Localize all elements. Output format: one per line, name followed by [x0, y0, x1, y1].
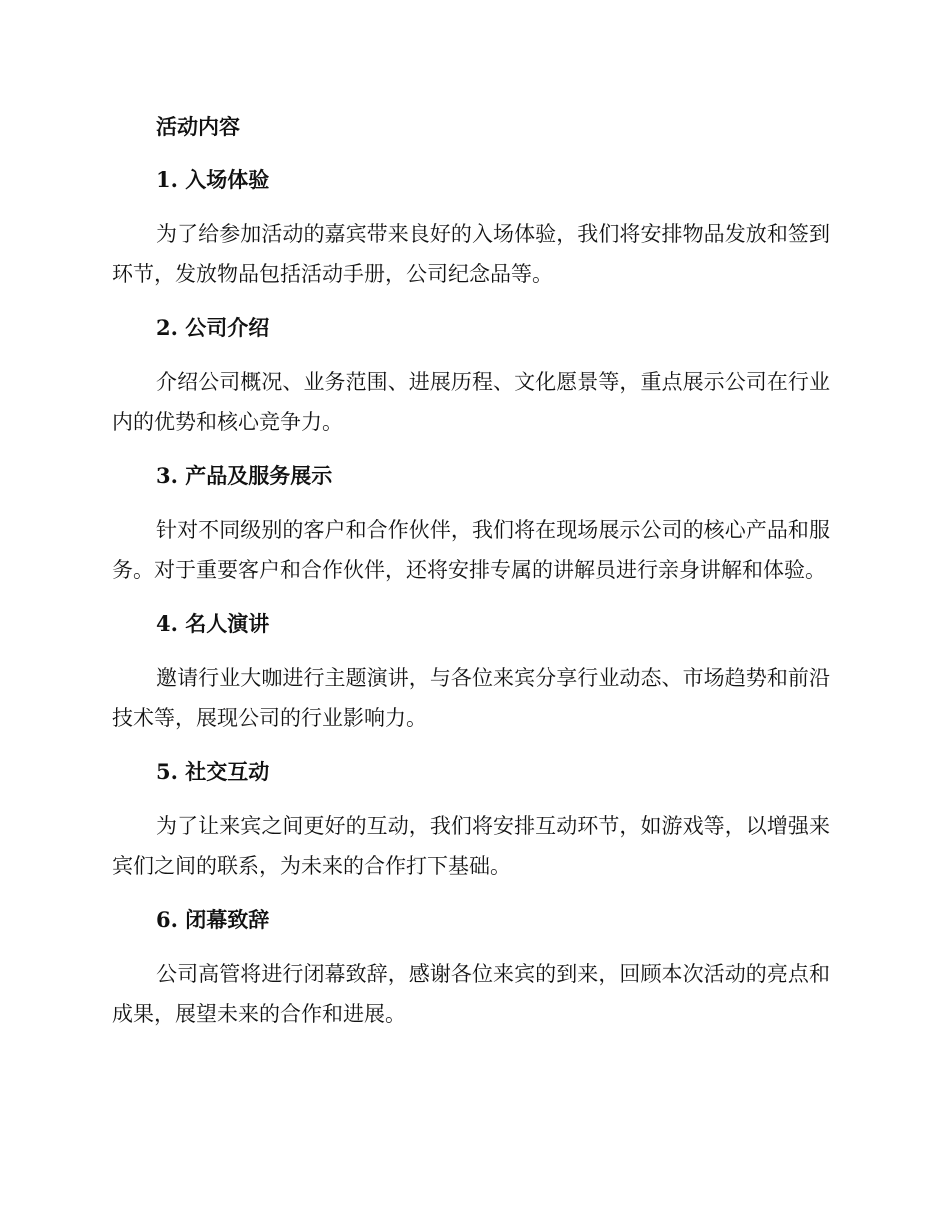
section-body-6: 公司高管将进行闭幕致辞，感谢各位来宾的到来，回顾本次活动的亮点和成果，展望未来的合作和进展。	[112, 962, 830, 1026]
section-body-4: 邀请行业大咖进行主题演讲，与各位来宾分享行业动态、市场趋势和前沿技术等，展现公司的行业影响力。	[112, 666, 830, 730]
section-heading-6: 6. 闭幕致辞	[156, 907, 270, 932]
section-heading-5: 5. 社交互动	[156, 759, 270, 784]
section-heading-1: 1. 入场体验	[156, 167, 270, 192]
section-heading-2: 2. 公司介绍	[156, 315, 270, 340]
section-body-2: 介绍公司概况、业务范围、进展历程、文化愿景等，重点展示公司在行业内的优势和核心竞争力。	[112, 370, 830, 434]
document-content	[112, 108, 830, 1049]
section-body-5: 为了让来宾之间更好的互动，我们将安排互动环节，如游戏等，以增强来宾们之间的联系，为未来的合作打下基础。	[112, 814, 830, 878]
section-title: 活动内容	[156, 114, 240, 139]
section-body-3: 针对不同级别的客户和合作伙伴，我们将在现场展示公司的核心产品和服务。对于重要客户和合作伙伴，还将安排专属的讲解员进行亲身讲解和体验。	[112, 518, 830, 582]
section-heading-3: 3. 产品及服务展示	[156, 463, 333, 488]
section-heading-4: 4. 名人演讲	[156, 611, 270, 636]
section-body-1: 为了给参加活动的嘉宾带来良好的入场体验，我们将安排物品发放和签到环节，发放物品包括活动手册，公司纪念品等。	[112, 222, 830, 286]
